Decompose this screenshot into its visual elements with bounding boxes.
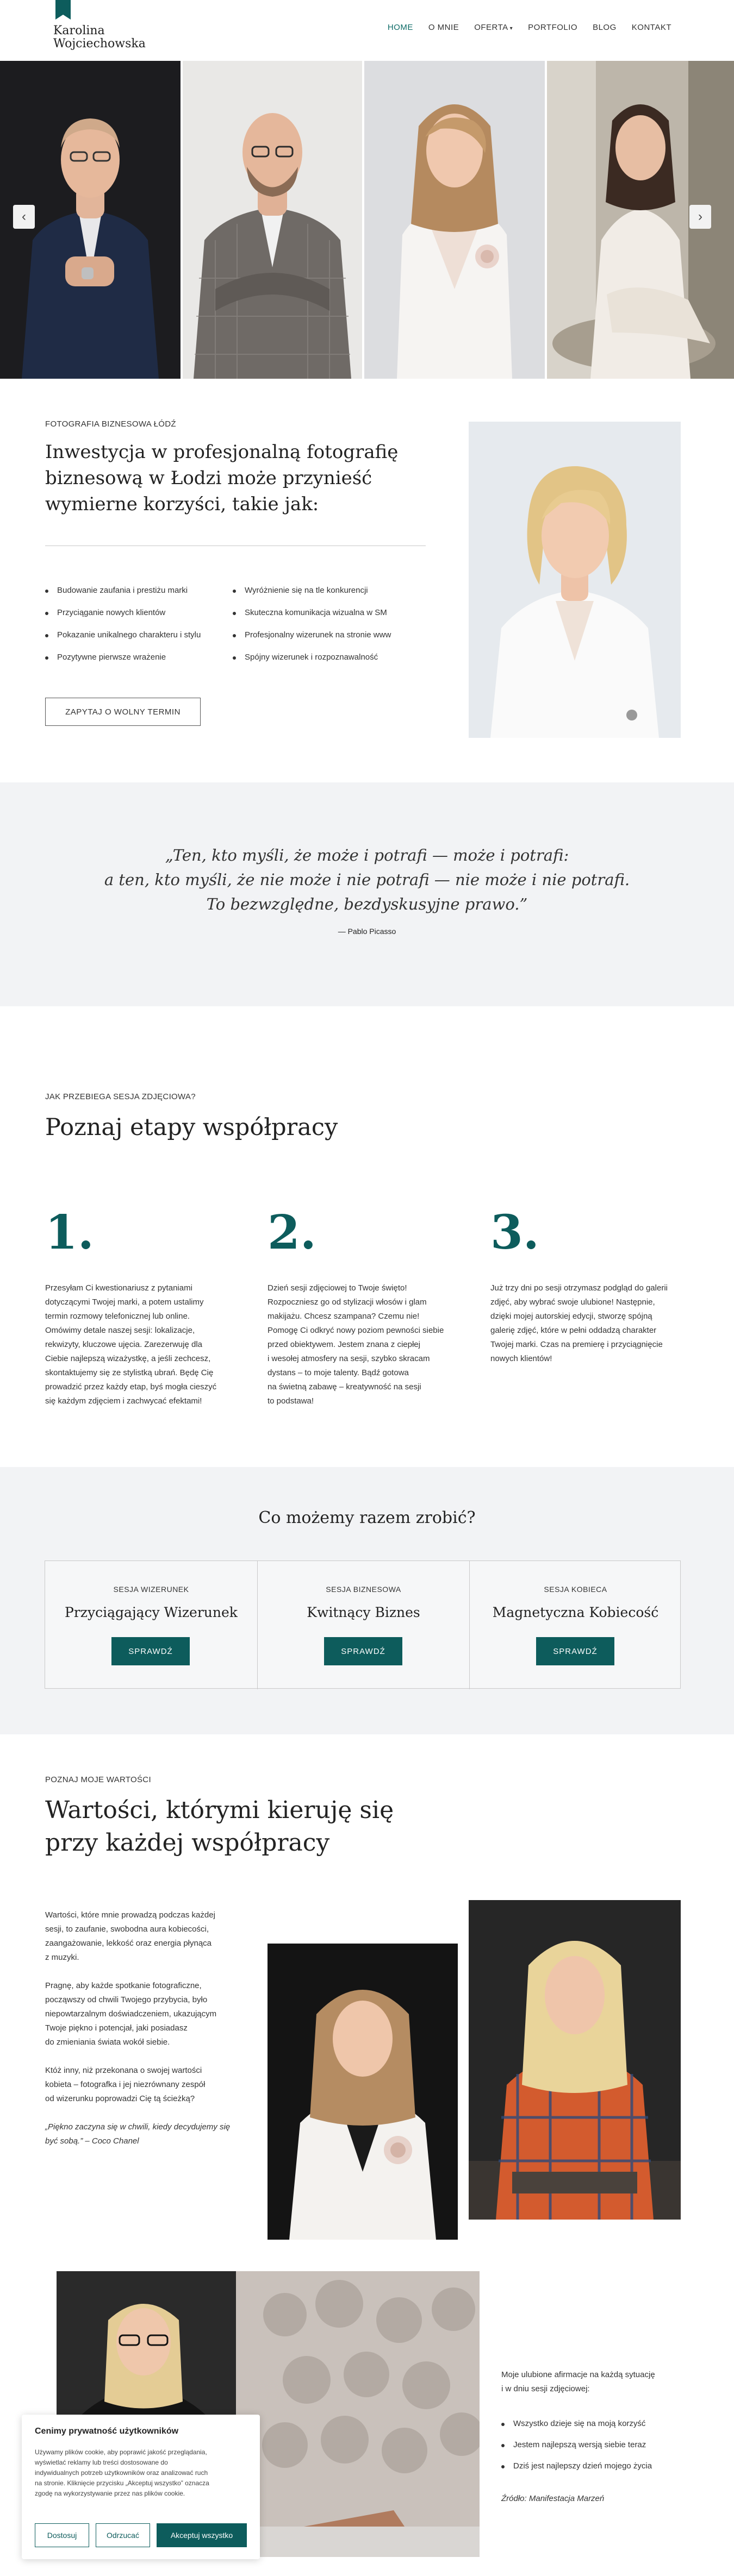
step-3 (490, 1205, 692, 1366)
step-text-line: dystans – to moje talenty. Bądź gotowa (268, 1368, 409, 1377)
quote-line-3: To bezwzględne, bezdyskusyjne prawo.” (206, 895, 528, 913)
benefits-list-left (45, 586, 201, 675)
step-text-line: makijażu. Chcesz szampana? Czemu nie! (268, 1312, 420, 1321)
nav-offer-label: OFERTA (474, 23, 508, 32)
text-line: począwszy od chwili Twojego przybycia, było (45, 1995, 208, 2004)
step-description (268, 1281, 469, 1408)
offer-card-title: Magnetyczna Kobiecość (492, 1604, 659, 1620)
step-text-line: Twojej marki. Czas na premierę i przyciągnięcie (490, 1340, 663, 1349)
logo-line-1: Karolina (53, 24, 105, 37)
text-line: od wizerunku poprowadzi Cię tą ścieżką? (45, 2094, 195, 2103)
list-item: Profesjonalny wizerunek na stronie www (233, 630, 391, 640)
text-line: Moje ulubione afirmacje na każdą sytuację (501, 2370, 655, 2379)
text-line: i w dniu sesji zdjęciowej: (501, 2384, 590, 2393)
text-line: Pragnę, aby każde spotkanie fotograficzne, (45, 1981, 202, 1990)
affirmations-list (501, 2419, 652, 2483)
nav-about[interactable]: O MNIE (428, 23, 459, 32)
offer-card-title: Przyciągający Wizerunek (65, 1604, 238, 1620)
values-paragraph-2 (45, 1979, 252, 2049)
text-line: zaangażowanie, lekkość oraz energia płynąca (45, 1939, 212, 1948)
step-text-line: zdjęć, aby wybrać swoje ulubione! Następnie, (490, 1298, 655, 1307)
portrait-man-plaid-image (183, 61, 362, 379)
list-item: Jestem najlepszą wersją siebie teraz (501, 2440, 652, 2449)
text-line: do zmieniania świata wokół siebie. (45, 2038, 170, 2047)
offer-heading: Co możemy razem zrobić? (258, 1508, 476, 1527)
values-heading (45, 1794, 394, 1859)
quote-section (0, 782, 734, 1006)
text-line: Używamy plików cookie, aby poprawić jakość przeglądania, (35, 2448, 207, 2456)
list-item: Skuteczna komunikacja wizualna w SM (233, 608, 391, 617)
portrait-blonde-woman-image (469, 422, 681, 738)
step-text-line: Ciebie najlepszą wizażystkę, a jeśli zechcesz, (45, 1354, 211, 1363)
nav-home[interactable]: HOME (387, 23, 413, 32)
offer-card-subtitle: SESJA BIZNESOWA (326, 1585, 401, 1594)
step-number: 2. (268, 1205, 316, 1260)
chevron-down-icon: ▾ (509, 26, 513, 32)
chevron-right-icon: › (698, 209, 702, 224)
hero-photo-2 (183, 61, 362, 379)
text-line: sesji, to zaufanie, swobodna aura kobiecości, (45, 1925, 209, 1934)
text-line: być sobą.” – Coco Chanel (45, 2136, 139, 2146)
site-header (0, 0, 734, 61)
cookie-reject-button[interactable]: Odrzucać (96, 2523, 150, 2547)
step-text-line: Już trzy dni po sesji otrzymasz podgląd do galerii (490, 1283, 668, 1293)
text-line: zgodę na wykorzystywanie przez nas plików cookie. (35, 2490, 185, 2497)
step-text-line: Pomogę Ci odkryć nowy poziom pewności siebie (268, 1326, 444, 1335)
text-line: Któż inny, niż przekonana o swojej wartości (45, 2066, 202, 2075)
list-item: Pokazanie unikalnego charakteru i stylu (45, 630, 201, 640)
step-text-line: Dzień sesji zdjęciowej to Twoje święto! (268, 1283, 407, 1293)
cookie-text (35, 2447, 252, 2499)
portrait-woman-plaid-image (469, 1900, 681, 2220)
check-feminine-session-button[interactable]: SPRAWDŹ (536, 1637, 614, 1665)
step-text-line: termin rozmowy telefonicznej lub online. (45, 1312, 190, 1321)
portrait-woman-white-image (364, 61, 545, 379)
main-nav (388, 23, 671, 32)
list-item: Spójny wizerunek i rozpoznawalność (233, 653, 391, 662)
step-text-line: i wesołej atmosfery na sesji, szybko skracam (268, 1354, 430, 1363)
text-line: niepowtarzalnym doświadczeniem, ukazującym (45, 2009, 217, 2019)
offer-card-business (257, 1561, 469, 1689)
cookie-accept-button[interactable]: Akceptuj wszystko (157, 2523, 247, 2547)
list-item: Wszystko dzieje się na moją korzyść (501, 2419, 652, 2428)
step-text-line: Omówimy detale naszej sesji: lokalizacje, (45, 1326, 195, 1335)
intro-eyebrow: FOTOGRAFIA BIZNESOWA ŁÓDŹ (45, 419, 176, 429)
values-quote (45, 2120, 252, 2148)
hero-slider (0, 61, 734, 379)
intro-heading-line-3: wymierne korzyści, takie jak: (45, 493, 319, 515)
offer-card-title: Kwitnący Biznes (307, 1604, 420, 1620)
intro-heading (45, 439, 398, 517)
offer-card-image (45, 1561, 257, 1689)
step-1 (45, 1205, 246, 1408)
cookie-consent-banner (22, 2415, 260, 2559)
step-text-line: nowych klientów! (490, 1354, 552, 1363)
text-line: kobieta – fotografka i jej niezrównany zespół (45, 2080, 206, 2089)
affirm-source: Źródło: Manifestacja Marzeń (501, 2494, 605, 2503)
values-text (45, 1908, 252, 2148)
check-image-session-button[interactable]: SPRAWDŹ (111, 1637, 190, 1665)
ask-date-button[interactable]: ZAPYTAJ O WOLNY TERMIN (45, 698, 201, 726)
offer-card-subtitle: SESJA KOBIECA (544, 1585, 607, 1594)
text-line: na stronie. Kliknięcie przycisku „Akceptuj wszystko” oznacza (35, 2479, 209, 2487)
step-text-line: dzięki mojej autorskiej edycji, stworzę spójną (490, 1312, 652, 1321)
logo-line-2: Wojciechowska (53, 37, 146, 51)
benefits-list-right (233, 586, 391, 675)
values-heading-line-2: przy każdej współpracy (45, 1829, 330, 1857)
offer-card-feminine (469, 1561, 681, 1689)
step-text-line: rekwizyty, kluczowe ujęcia. Zarezerwuję dla (45, 1340, 202, 1349)
quote-line-2: a ten, kto myśli, że nie może i nie potrafi — nie może i nie potrafi. (104, 870, 630, 889)
step-description (490, 1281, 692, 1366)
list-item: Przyciąganie nowych klientów (45, 608, 201, 617)
step-text-line: to podstawa! (268, 1396, 314, 1406)
step-description (45, 1281, 246, 1408)
step-text-line: na świetną zabawę – kreatywność na sesji (268, 1382, 421, 1392)
list-item: Budowanie zaufania i prestiżu marki (45, 586, 201, 595)
offer-card-subtitle: SESJA WIZERUNEK (113, 1585, 189, 1594)
quote-author: — Pablo Picasso (338, 927, 396, 936)
step-text-line: Przesyłam Ci kwestionariusz z pytaniami (45, 1283, 192, 1293)
step-text-line: galerię zdjęć, które w pełni oddadzą charakter (490, 1326, 657, 1335)
quote-line-1: „Ten, kto myśli, że może i potrafi — może i potrafi: (165, 846, 569, 864)
slider-prev-button[interactable] (13, 205, 35, 229)
text-line: z muzyki. (45, 1953, 79, 1962)
hero-photo-3 (364, 61, 545, 379)
steps-heading: Poznaj etapy współpracy (45, 1114, 338, 1141)
check-business-session-button[interactable]: SPRAWDŹ (324, 1637, 402, 1665)
intro-heading-line-2: biznesową w Łodzi może przynieść (45, 467, 372, 489)
step-text-line: skontaktujemy się ze stylistką ubrań. Będę Cię (45, 1368, 214, 1377)
slider-next-button[interactable] (689, 205, 711, 229)
offer-section (0, 1467, 734, 1734)
chevron-left-icon: ‹ (22, 209, 26, 224)
text-line: „Piękno zaczyna się w chwili, kiedy decydujemy się (45, 2122, 231, 2132)
text-line: Wartości, które mnie prowadzą podczas każdej (45, 1910, 215, 1920)
logo-ribbon-icon (55, 0, 71, 20)
list-item: Pozytywne pierwsze wrażenie (45, 653, 201, 662)
step-text-line: prowadzić przez każdy etap, byś mogła cieszyć (45, 1382, 217, 1392)
cookie-customize-button[interactable]: Dostosuj (35, 2523, 89, 2547)
affirm-intro (501, 2368, 686, 2396)
step-number: 1. (45, 1205, 94, 1260)
values-paragraph-3 (45, 2064, 252, 2106)
nav-contact[interactable]: KONTAKT (631, 23, 671, 32)
text-line: Twoje piękno i potencjał, jaki posiadasz (45, 2023, 188, 2033)
values-photo-2 (469, 1900, 681, 2220)
nav-blog[interactable]: BLOG (593, 23, 617, 32)
step-text-line: Rozpoczniesz go od stylizacji włosów i glam (268, 1298, 427, 1307)
values-paragraph-1 (45, 1908, 252, 1965)
step-text-line: się każdym zdjęciem i zachwycać efektami! (45, 1396, 202, 1406)
nav-offer[interactable] (474, 23, 513, 32)
cookie-title: Cenimy prywatność użytkowników (35, 2427, 179, 2436)
offer-box (45, 1560, 681, 1689)
nav-portfolio[interactable]: PORTFOLIO (528, 23, 578, 32)
step-text-line: dotyczącymi Twojej marki, a potem ustalimy (45, 1298, 204, 1307)
site-logo[interactable] (49, 0, 158, 54)
list-item: Dziś jest najlepszy dzień mojego życia (501, 2461, 652, 2471)
text-line: wyświetlać reklamy lub treści dostosowane do (35, 2459, 168, 2466)
step-number: 3. (490, 1205, 539, 1260)
intro-portrait (469, 422, 681, 738)
step-text-line: przed obiektywem. Jestem znana z ciepłej (268, 1340, 420, 1349)
values-heading-line-1: Wartości, którymi kieruję się (45, 1796, 394, 1824)
text-line: indywidualnych potrzeb użytkowników oraz analizować ruch (35, 2469, 208, 2477)
portrait-woman-brooch-image (268, 1944, 458, 2240)
list-item: Wyróżnienie się na tle konkurencji (233, 586, 391, 595)
intro-heading-line-1: Inwestycja w profesjonalną fotografię (45, 441, 399, 463)
step-2 (268, 1205, 469, 1408)
values-photo-1 (268, 1944, 458, 2240)
values-eyebrow: POZNAJ MOJE WARTOŚCI (45, 1775, 151, 1784)
steps-eyebrow: JAK PRZEBIEGA SESJA ZDJĘCIOWA? (45, 1092, 196, 1101)
